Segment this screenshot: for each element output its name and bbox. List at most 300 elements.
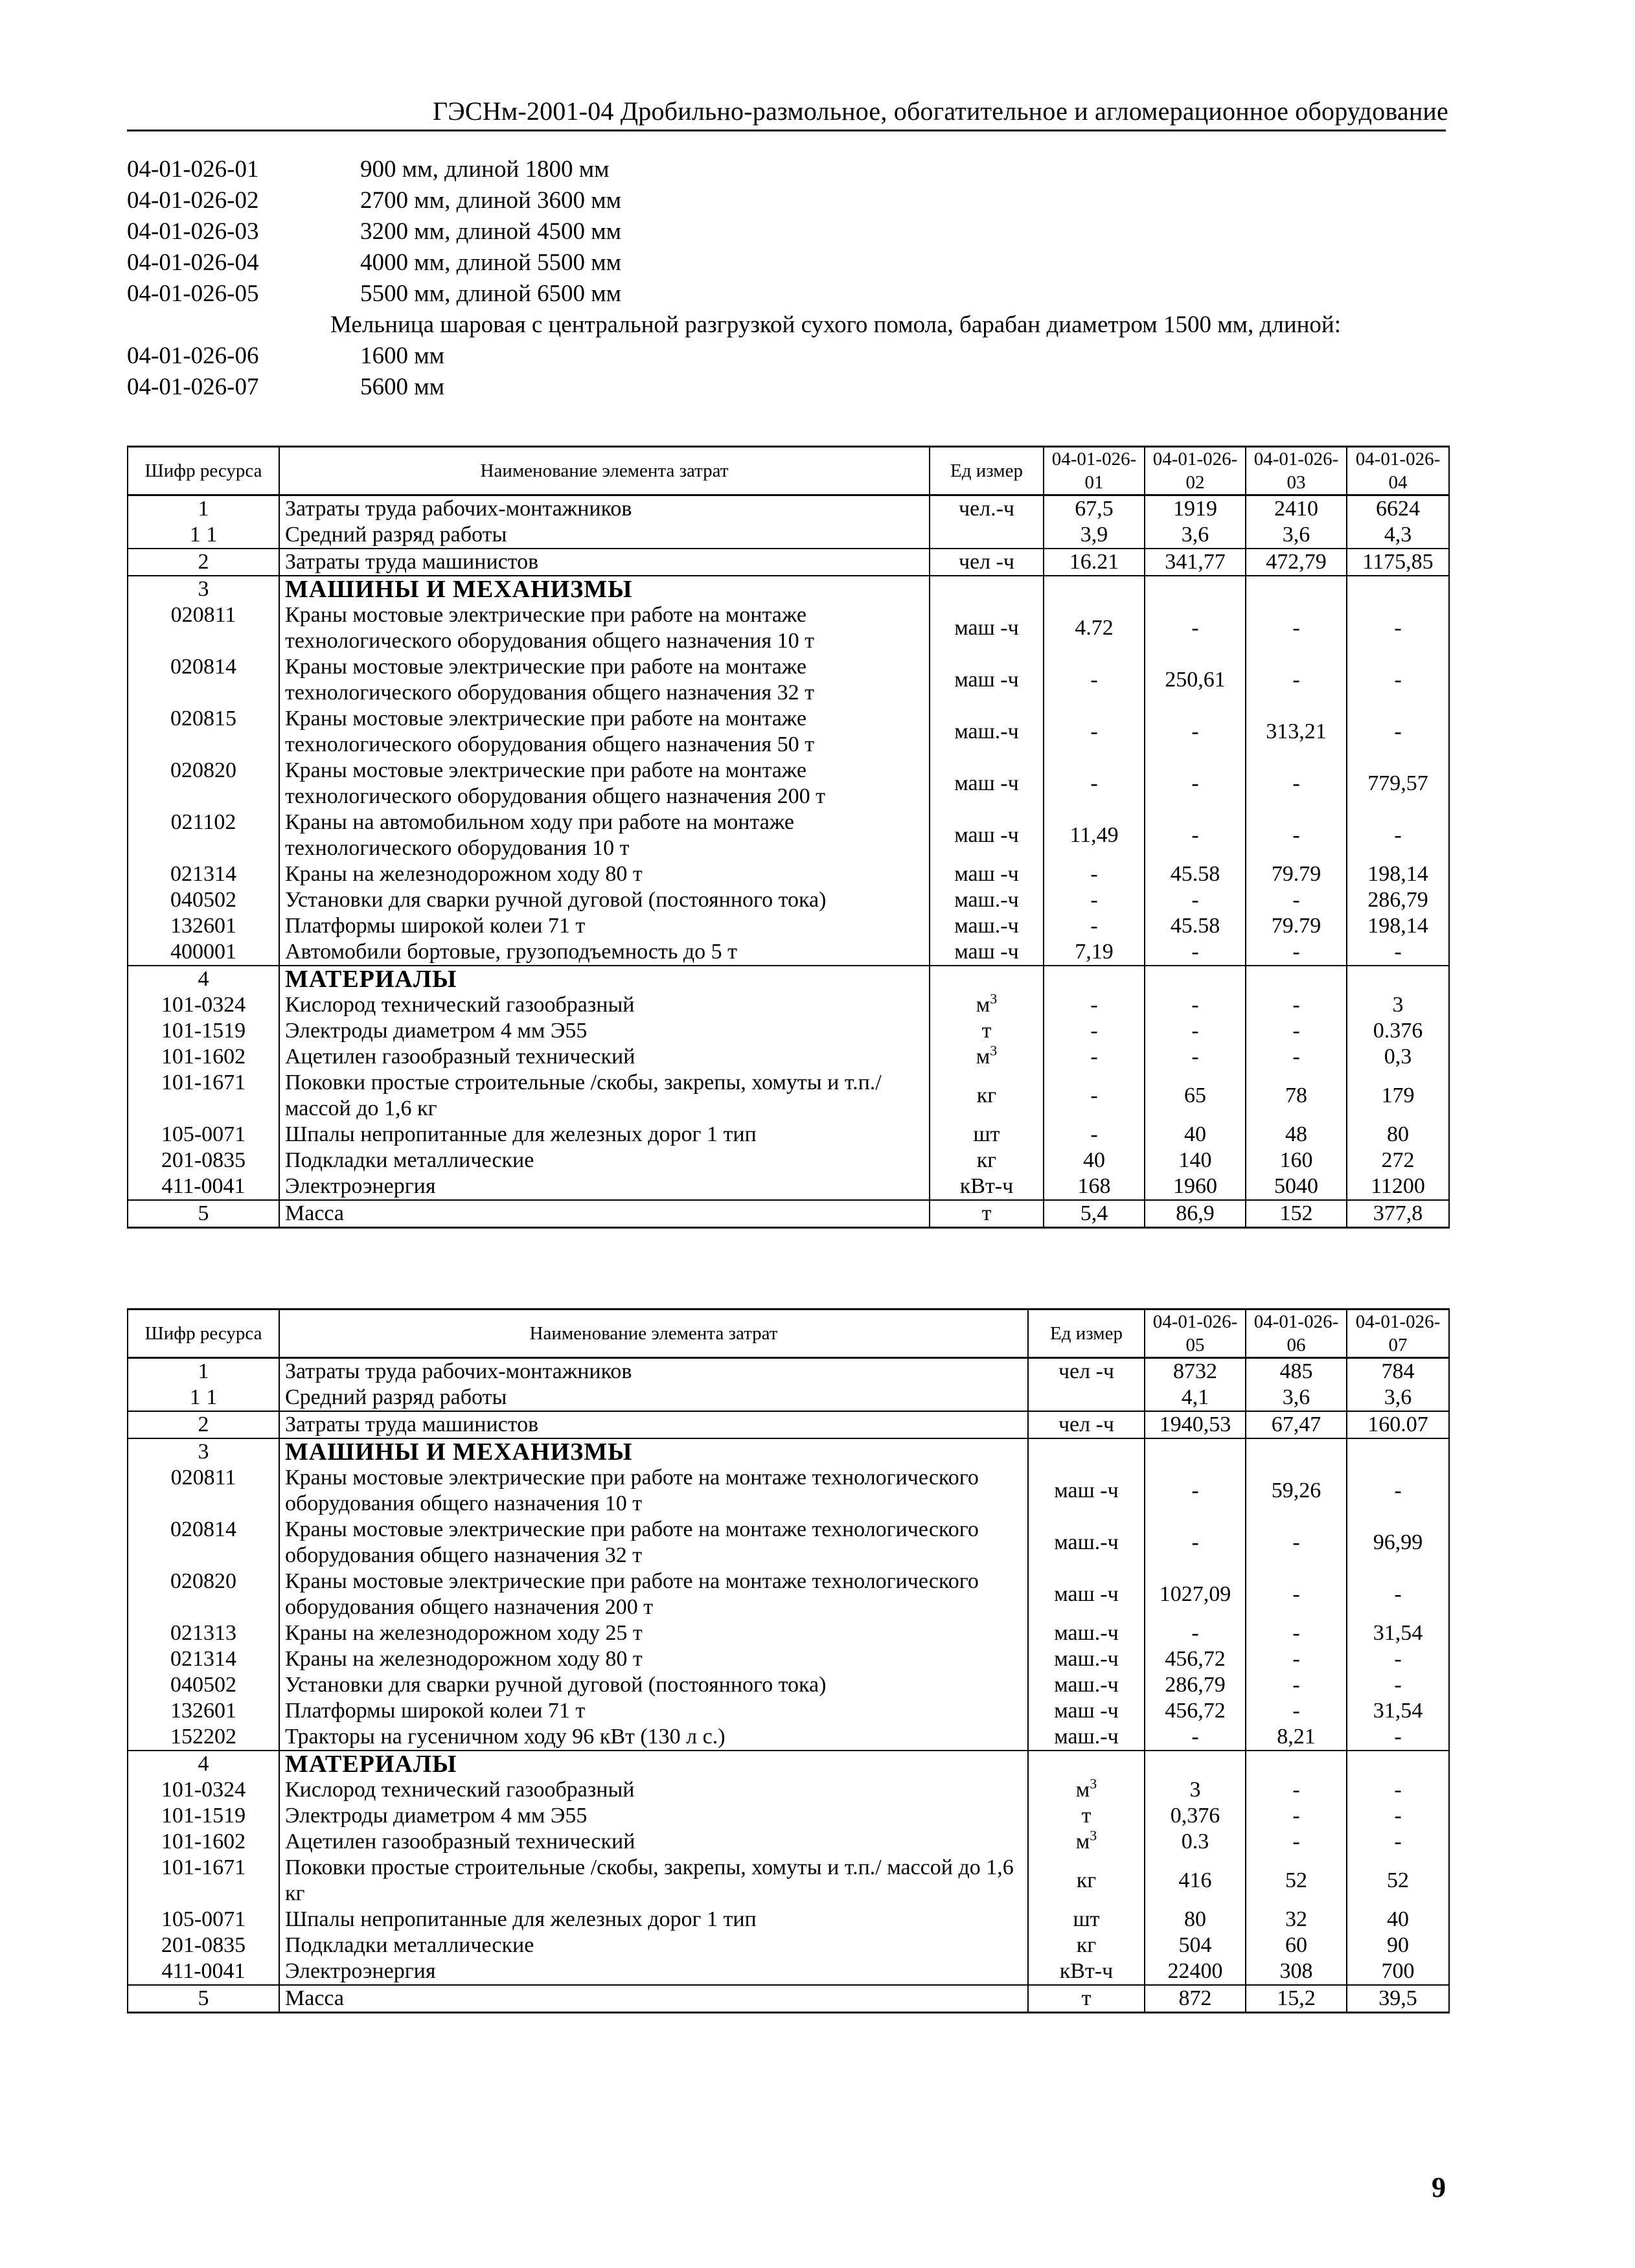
- page-number: 9: [1432, 2172, 1446, 2203]
- column-header: Шифр ресурса: [128, 1310, 279, 1358]
- cost-element-name: Платформы широкой колеи 71 т: [279, 1698, 1028, 1724]
- value-cell: 152: [1246, 1200, 1347, 1228]
- resource-code: 3: [128, 576, 279, 602]
- table-row: [128, 1777, 1449, 1803]
- value-cell: [1145, 576, 1246, 602]
- value-cell: 4.72: [1044, 602, 1145, 654]
- resource-code: 040502: [128, 887, 279, 913]
- section-title: МАШИНЫ И МЕХАНИЗМЫ: [279, 576, 930, 602]
- value-cell: -: [1246, 1672, 1347, 1698]
- cost-element-name: Масса: [279, 1985, 1028, 2013]
- cost-element-name: Шпалы непропитанные для железных дорог 1 тип: [279, 1907, 1028, 1933]
- value-cell: [1347, 1751, 1449, 1777]
- value-cell: -: [1246, 1803, 1347, 1829]
- cost-element-name: Кислород технический газообразный: [279, 1777, 1028, 1803]
- value-cell: 3: [1347, 992, 1449, 1018]
- entry-desc: 5600 мм: [360, 374, 445, 400]
- cost-element-name: Средний разряд работы: [279, 1385, 1028, 1411]
- value-cell: 60: [1246, 1933, 1347, 1958]
- value-cell: 179: [1347, 1070, 1449, 1122]
- value-cell: 2410: [1246, 495, 1347, 523]
- value-cell: -: [1246, 992, 1347, 1018]
- cost-element-name: Краны мостовые электрические при работе на монтаже технологического оборудования общего назначения 200 т: [279, 758, 930, 810]
- table-row: [128, 1855, 1449, 1907]
- value-cell: -: [1246, 1018, 1347, 1044]
- resource-code: 105-0071: [128, 1907, 279, 1933]
- table-header-row: [128, 447, 1449, 495]
- table-row: [128, 654, 1449, 706]
- cost-element-name: Шпалы непропитанные для железных дорог 1 тип: [279, 1122, 930, 1148]
- value-cell: -: [1044, 1070, 1145, 1122]
- resource-code: 020814: [128, 1517, 279, 1569]
- table-header-row: [128, 1310, 1449, 1358]
- value-cell: -: [1246, 602, 1347, 654]
- value-cell: 8,21: [1246, 1724, 1347, 1751]
- value-cell: -: [1044, 1122, 1145, 1148]
- value-cell: -: [1145, 706, 1246, 758]
- unit: шт: [930, 1122, 1044, 1148]
- column-header: 04-01-026-02: [1145, 447, 1246, 495]
- unit: маш -ч: [930, 861, 1044, 887]
- value-cell: -: [1246, 1698, 1347, 1724]
- unit: маш.-ч: [930, 706, 1044, 758]
- value-cell: 7,19: [1044, 939, 1145, 966]
- unit: кг: [1028, 1933, 1145, 1958]
- value-cell: 5040: [1246, 1174, 1347, 1200]
- resource-code: 020814: [128, 654, 279, 706]
- value-cell: 59,26: [1246, 1465, 1347, 1517]
- value-cell: 39,5: [1347, 1985, 1449, 2013]
- value-cell: -: [1246, 939, 1347, 966]
- cost-element-name: Средний разряд работы: [279, 522, 930, 549]
- cost-element-name: Затраты труда машинистов: [279, 1411, 1028, 1438]
- value-cell: 168: [1044, 1174, 1145, 1200]
- value-cell: 15,2: [1246, 1985, 1347, 2013]
- cost-element-name: Электроды диаметром 4 мм Э55: [279, 1018, 930, 1044]
- value-cell: 11,49: [1044, 810, 1145, 861]
- unit: кг: [1028, 1855, 1145, 1907]
- column-header: Шифр ресурса: [128, 447, 279, 495]
- unit: [930, 522, 1044, 549]
- resource-code: 101-0324: [128, 992, 279, 1018]
- unit: маш -ч: [1028, 1465, 1145, 1517]
- table-row: [128, 1803, 1449, 1829]
- value-cell: -: [1246, 1517, 1347, 1569]
- cost-element-name: Электроэнергия: [279, 1174, 930, 1200]
- resource-code: 2: [128, 1411, 279, 1438]
- value-cell: 1027,09: [1145, 1569, 1246, 1620]
- table-row: [128, 1517, 1449, 1569]
- column-header: Наименование элемента затрат: [279, 1310, 1028, 1358]
- value-cell: 1960: [1145, 1174, 1246, 1200]
- entry-code: 04-01-026-04: [127, 249, 259, 276]
- value-cell: -: [1347, 1724, 1449, 1751]
- cost-element-name: Поковки простые строительные /скобы, закрепы, хомуты и т.п./ массой до 1,6 кг: [279, 1855, 1028, 1907]
- value-cell: -: [1246, 758, 1347, 810]
- unit: чел.-ч: [930, 495, 1044, 523]
- value-cell: -: [1145, 939, 1246, 966]
- cost-element-name: Масса: [279, 1200, 930, 1228]
- value-cell: [1145, 1438, 1246, 1465]
- entry-desc: 4000 мм, длиной 5500 мм: [360, 249, 622, 276]
- value-cell: -: [1246, 1777, 1347, 1803]
- value-cell: -: [1044, 654, 1145, 706]
- value-cell: 784: [1347, 1358, 1449, 1385]
- resource-code: 3: [128, 1438, 279, 1465]
- table-row: [128, 1200, 1449, 1228]
- cost-element-name: Затраты труда рабочих-монтажников: [279, 495, 930, 523]
- value-cell: 700: [1347, 1958, 1449, 1985]
- value-cell: 67,5: [1044, 495, 1145, 523]
- value-cell: -: [1044, 887, 1145, 913]
- unit: [930, 966, 1044, 992]
- value-cell: 65: [1145, 1070, 1246, 1122]
- value-cell: 0.376: [1347, 1018, 1449, 1044]
- value-cell: [1145, 966, 1246, 992]
- value-cell: 6624: [1347, 495, 1449, 523]
- value-cell: -: [1044, 1018, 1145, 1044]
- value-cell: -: [1347, 602, 1449, 654]
- value-cell: 472,79: [1246, 549, 1347, 576]
- value-cell: -: [1145, 1018, 1246, 1044]
- value-cell: [1044, 576, 1145, 602]
- value-cell: 485: [1246, 1358, 1347, 1385]
- resource-code: 411-0041: [128, 1174, 279, 1200]
- column-header: 04-01-026-03: [1246, 447, 1347, 495]
- table-row: [128, 1933, 1449, 1958]
- unit: чел -ч: [1028, 1411, 1145, 1438]
- table-row: [128, 495, 1449, 523]
- table-row: [128, 1672, 1449, 1698]
- entry-row: [127, 341, 1448, 372]
- resource-code: 021314: [128, 1646, 279, 1672]
- resource-code: 101-1671: [128, 1855, 279, 1907]
- value-cell: -: [1246, 810, 1347, 861]
- value-cell: 80: [1145, 1907, 1246, 1933]
- entry-code: 04-01-026-03: [127, 218, 259, 245]
- value-cell: [1246, 1438, 1347, 1465]
- value-cell: 3,6: [1246, 1385, 1347, 1411]
- unit: маш -ч: [1028, 1569, 1145, 1620]
- value-cell: 79.79: [1246, 913, 1347, 939]
- section-row: [128, 576, 1449, 602]
- table-row: [128, 1985, 1449, 2013]
- unit: маш -ч: [1028, 1698, 1145, 1724]
- unit: [930, 576, 1044, 602]
- value-cell: 80: [1347, 1122, 1449, 1148]
- value-cell: 3,6: [1347, 1385, 1449, 1411]
- value-cell: -: [1145, 887, 1246, 913]
- table-row: [128, 1829, 1449, 1855]
- entry-code: 04-01-026-06: [127, 343, 259, 369]
- resource-code: 152202: [128, 1724, 279, 1751]
- entry-row: [127, 154, 1448, 185]
- value-cell: 1940,53: [1145, 1411, 1246, 1438]
- resource-code: 101-1602: [128, 1829, 279, 1855]
- value-cell: [1347, 1438, 1449, 1465]
- unit: чел -ч: [930, 549, 1044, 576]
- table-row: [128, 1620, 1449, 1646]
- cost-element-name: Автомобили бортовые, грузоподъемность до 5 т: [279, 939, 930, 966]
- unit: маш -ч: [930, 810, 1044, 861]
- column-header: 04-01-026-04: [1347, 447, 1449, 495]
- value-cell: 779,57: [1347, 758, 1449, 810]
- table-row: [128, 1411, 1449, 1438]
- value-cell: 52: [1347, 1855, 1449, 1907]
- value-cell: 1175,85: [1347, 549, 1449, 576]
- resource-code: 2: [128, 549, 279, 576]
- section-row: [128, 1751, 1449, 1777]
- unit: маш.-ч: [1028, 1517, 1145, 1569]
- unit: $м^3$: [1028, 1777, 1145, 1803]
- table-row: [128, 1385, 1449, 1411]
- value-cell: -: [1044, 992, 1145, 1018]
- value-cell: 250,61: [1145, 654, 1246, 706]
- value-cell: 22400: [1145, 1958, 1246, 1985]
- value-cell: 40: [1347, 1907, 1449, 1933]
- value-cell: -: [1044, 913, 1145, 939]
- column-header: Ед измер: [930, 447, 1044, 495]
- resource-code: 021102: [128, 810, 279, 861]
- cost-element-name: Краны мостовые электрические при работе на монтаже технологического оборудования общего назначения 10 т: [279, 1465, 1028, 1517]
- value-cell: 504: [1145, 1933, 1246, 1958]
- value-cell: 198,14: [1347, 861, 1449, 887]
- value-cell: 160: [1246, 1148, 1347, 1174]
- value-cell: 308: [1246, 1958, 1347, 1985]
- column-header: 04-01-026-06: [1246, 1310, 1347, 1358]
- value-cell: [1246, 966, 1347, 992]
- value-cell: 45.58: [1145, 861, 1246, 887]
- resource-code: 1: [128, 495, 279, 523]
- value-cell: -: [1246, 1646, 1347, 1672]
- value-cell: 377,8: [1347, 1200, 1449, 1228]
- resource-code: 021313: [128, 1620, 279, 1646]
- value-cell: 160.07: [1347, 1411, 1449, 1438]
- table-row: [128, 1646, 1449, 1672]
- value-cell: -: [1145, 1044, 1246, 1070]
- cost-element-name: Затраты труда рабочих-монтажников: [279, 1358, 1028, 1385]
- table-row: [128, 1122, 1449, 1148]
- resource-code: 020811: [128, 602, 279, 654]
- table-row: [128, 1358, 1449, 1385]
- value-cell: -: [1347, 1465, 1449, 1517]
- cost-element-name: Поковки простые строительные /скобы, закрепы, хомуты и т.п./ массой до 1,6 кг: [279, 1070, 930, 1122]
- value-cell: -: [1347, 1777, 1449, 1803]
- value-cell: -: [1044, 706, 1145, 758]
- cost-element-name: Электроды диаметром 4 мм Э55: [279, 1803, 1028, 1829]
- entry-row: [127, 372, 1448, 403]
- unit: маш -ч: [930, 654, 1044, 706]
- table-row: [128, 1907, 1449, 1933]
- unit: кВт-ч: [930, 1174, 1044, 1200]
- entry-row: [127, 185, 1448, 216]
- entry-row: [127, 247, 1448, 278]
- unit: т: [1028, 1803, 1145, 1829]
- value-cell: -: [1145, 758, 1246, 810]
- entry-code: 04-01-026-05: [127, 280, 259, 307]
- resource-code: 4: [128, 1751, 279, 1777]
- cost-element-name: Подкладки металлические: [279, 1933, 1028, 1958]
- value-cell: 272: [1347, 1148, 1449, 1174]
- value-cell: 286,79: [1347, 887, 1449, 913]
- unit: [1028, 1385, 1145, 1411]
- value-cell: 456,72: [1145, 1698, 1246, 1724]
- unit: $м^3$: [930, 1044, 1044, 1070]
- value-cell: 4,3: [1347, 522, 1449, 549]
- value-cell: -: [1246, 1829, 1347, 1855]
- value-cell: -: [1145, 1517, 1246, 1569]
- value-cell: 31,54: [1347, 1620, 1449, 1646]
- unit: чел -ч: [1028, 1358, 1145, 1385]
- value-cell: 416: [1145, 1855, 1246, 1907]
- value-cell: 5,4: [1044, 1200, 1145, 1228]
- unit: маш.-ч: [1028, 1724, 1145, 1751]
- value-cell: -: [1145, 602, 1246, 654]
- unit: [1028, 1438, 1145, 1465]
- cost-element-name: Электроэнергия: [279, 1958, 1028, 1985]
- value-cell: -: [1347, 810, 1449, 861]
- resource-code: 040502: [128, 1672, 279, 1698]
- section-title: МАТЕРИАЛЫ: [279, 966, 930, 992]
- value-cell: -: [1145, 810, 1246, 861]
- cost-element-name: Краны мостовые электрические при работе на монтаже технологического оборудования общего назначения 32 т: [279, 654, 930, 706]
- resource-code: 1 1: [128, 522, 279, 549]
- entry-code: 04-01-026-02: [127, 187, 259, 214]
- value-cell: 11200: [1347, 1174, 1449, 1200]
- value-cell: 96,99: [1347, 1517, 1449, 1569]
- table-row: [128, 1044, 1449, 1070]
- table-row: [128, 758, 1449, 810]
- unit: $м^3$: [1028, 1829, 1145, 1855]
- value-cell: 4,1: [1145, 1385, 1246, 1411]
- value-cell: 286,79: [1145, 1672, 1246, 1698]
- table-row: [128, 1958, 1449, 1985]
- value-cell: 16.21: [1044, 549, 1145, 576]
- value-cell: 3,6: [1145, 522, 1246, 549]
- value-cell: 1919: [1145, 495, 1246, 523]
- entry-code: 04-01-026-01: [127, 156, 259, 183]
- unit: кг: [930, 1148, 1044, 1174]
- unit: маш.-ч: [1028, 1620, 1145, 1646]
- cost-element-name: Краны мостовые электрические при работе на монтаже технологического оборудования общего назначения 50 т: [279, 706, 930, 758]
- value-cell: [1246, 576, 1347, 602]
- value-cell: -: [1347, 1569, 1449, 1620]
- resource-table-1: [127, 446, 1450, 1229]
- entry-desc: 900 мм, длиной 1800 мм: [360, 156, 610, 183]
- section-row: [128, 966, 1449, 992]
- resource-code: 020815: [128, 706, 279, 758]
- cost-element-name: Краны на железнодорожном ходу 80 т: [279, 1646, 1028, 1672]
- value-cell: 341,77: [1145, 549, 1246, 576]
- column-header: 04-01-026-07: [1347, 1310, 1449, 1358]
- entry-note: [127, 310, 1448, 341]
- unit: маш -ч: [930, 602, 1044, 654]
- unit: маш.-ч: [930, 887, 1044, 913]
- resource-code: 4: [128, 966, 279, 992]
- value-cell: 140: [1145, 1148, 1246, 1174]
- entry-desc: 1600 мм: [360, 343, 445, 369]
- resource-table-2: [127, 1308, 1450, 2013]
- resource-code: 400001: [128, 939, 279, 966]
- value-cell: 0.3: [1145, 1829, 1246, 1855]
- resource-code: 201-0835: [128, 1148, 279, 1174]
- value-cell: -: [1246, 1620, 1347, 1646]
- value-cell: -: [1347, 1829, 1449, 1855]
- value-cell: 79.79: [1246, 861, 1347, 887]
- cost-element-name: Краны на железнодорожном ходу 25 т: [279, 1620, 1028, 1646]
- table-row: [128, 549, 1449, 576]
- unit: маш -ч: [930, 758, 1044, 810]
- value-cell: 872: [1145, 1985, 1246, 2013]
- value-cell: 90: [1347, 1933, 1449, 1958]
- unit: маш.-ч: [1028, 1672, 1145, 1698]
- table-row: [128, 1698, 1449, 1724]
- entry-note-text: Мельница шаровая с центральной разгрузкой сухого помола, барабан диаметром 1500 мм, длиной:: [330, 312, 1341, 338]
- resource-code: 1 1: [128, 1385, 279, 1411]
- table-row: [128, 887, 1449, 913]
- value-cell: 0,376: [1145, 1803, 1246, 1829]
- value-cell: -: [1347, 939, 1449, 966]
- value-cell: -: [1145, 1724, 1246, 1751]
- value-cell: 67,47: [1246, 1411, 1347, 1438]
- resource-code: 101-1519: [128, 1018, 279, 1044]
- value-cell: [1145, 1751, 1246, 1777]
- cost-element-name: Ацетилен газообразный технический: [279, 1829, 1028, 1855]
- resource-code: 5: [128, 1985, 279, 2013]
- value-cell: 313,21: [1246, 706, 1347, 758]
- cost-element-name: Установки для сварки ручной дуговой (постоянного тока): [279, 887, 930, 913]
- cost-element-name: Краны мостовые электрические при работе на монтаже технологического оборудования общего назначения 200 т: [279, 1569, 1028, 1620]
- entry-desc: 3200 мм, длиной 4500 мм: [360, 218, 622, 245]
- value-cell: -: [1044, 758, 1145, 810]
- table-row: [128, 861, 1449, 887]
- value-cell: 86,9: [1145, 1200, 1246, 1228]
- value-cell: -: [1347, 1803, 1449, 1829]
- resource-code: 020811: [128, 1465, 279, 1517]
- column-header: 04-01-026-05: [1145, 1310, 1246, 1358]
- table-row: [128, 1148, 1449, 1174]
- cost-element-name: Тракторы на гусеничном ходу 96 кВт (130 л с.): [279, 1724, 1028, 1751]
- value-cell: 198,14: [1347, 913, 1449, 939]
- value-cell: 3,6: [1246, 522, 1347, 549]
- value-cell: 45.58: [1145, 913, 1246, 939]
- table-row: [128, 939, 1449, 966]
- table-row: [128, 602, 1449, 654]
- unit: маш -ч: [930, 939, 1044, 966]
- value-cell: -: [1246, 1569, 1347, 1620]
- resource-code: 101-1671: [128, 1070, 279, 1122]
- value-cell: -: [1347, 1646, 1449, 1672]
- table-row: [128, 1724, 1449, 1751]
- column-header: Ед измер: [1028, 1310, 1145, 1358]
- value-cell: 456,72: [1145, 1646, 1246, 1672]
- section-title: МАТЕРИАЛЫ: [279, 1751, 1028, 1777]
- resource-code: 101-0324: [128, 1777, 279, 1803]
- resource-code: 105-0071: [128, 1122, 279, 1148]
- value-cell: 3: [1145, 1777, 1246, 1803]
- value-cell: 52: [1246, 1855, 1347, 1907]
- cost-element-name: Краны на автомобильном ходу при работе на монтаже технологического оборудования 10 т: [279, 810, 930, 861]
- cost-element-name: Краны мостовые электрические при работе на монтаже технологического оборудования общего назначения 32 т: [279, 1517, 1028, 1569]
- resource-code: 132601: [128, 913, 279, 939]
- entry-desc: 5500 мм, длиной 6500 мм: [360, 280, 622, 307]
- table-row: [128, 1018, 1449, 1044]
- table-row: [128, 810, 1449, 861]
- value-cell: -: [1347, 1672, 1449, 1698]
- value-cell: 78: [1246, 1070, 1347, 1122]
- value-cell: 0,3: [1347, 1044, 1449, 1070]
- resource-code: 020820: [128, 758, 279, 810]
